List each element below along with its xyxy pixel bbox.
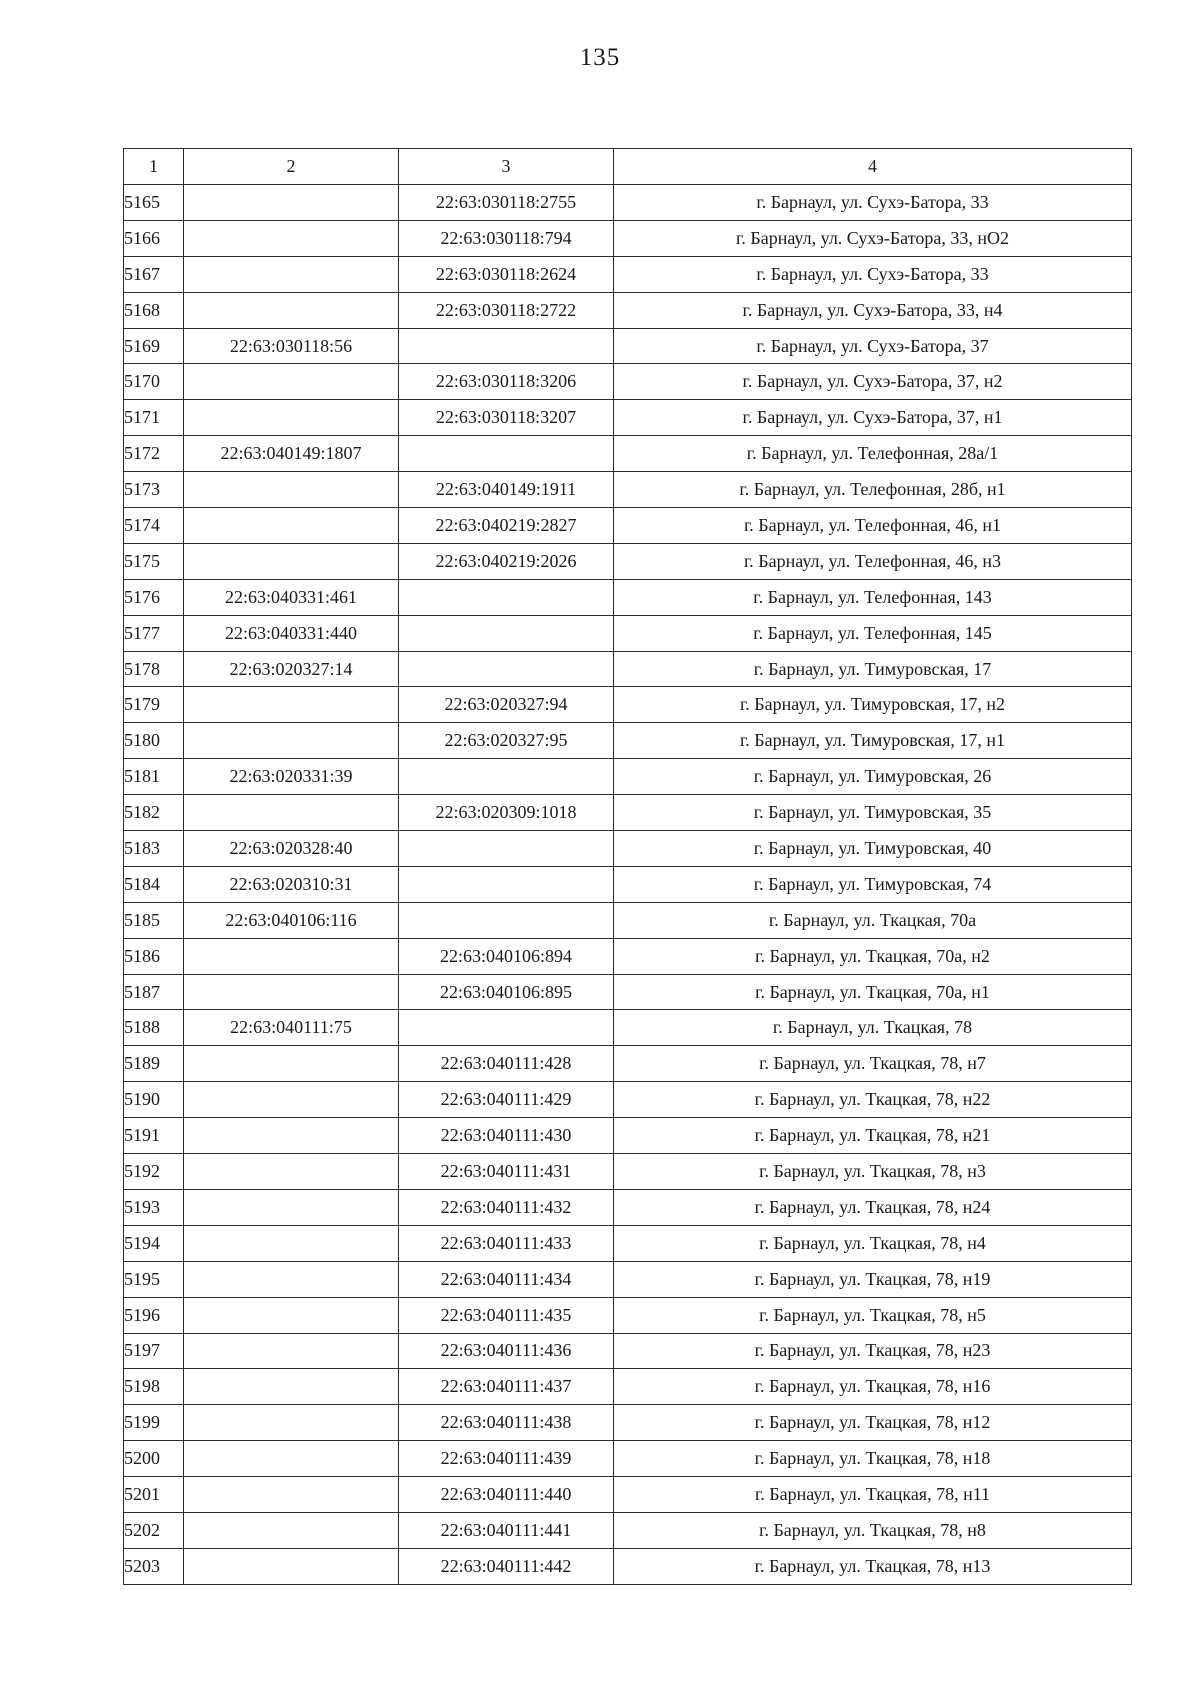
land-cadastral-number-cell: 22:63:040149:1807 [184,436,399,472]
row-number-cell: 5201 [124,1477,184,1513]
address-cell: г. Барнаул, ул. Ткацкая, 78 [614,1010,1132,1046]
land-cadastral-number-cell [184,1154,399,1190]
object-cadastral-number-cell: 22:63:020309:1018 [399,795,614,831]
land-cadastral-number-cell [184,1369,399,1405]
address-cell: г. Барнаул, ул. Ткацкая, 78, н22 [614,1082,1132,1118]
land-cadastral-number-cell [184,1189,399,1225]
row-number-cell: 5176 [124,579,184,615]
land-cadastral-number-cell: 22:63:020310:31 [184,866,399,902]
land-cadastral-number-cell: 22:63:020331:39 [184,759,399,795]
land-cadastral-number-cell: 22:63:030118:56 [184,328,399,364]
land-cadastral-number-cell [184,400,399,436]
address-cell: г. Барнаул, ул. Ткацкая, 78, н16 [614,1369,1132,1405]
address-cell: г. Барнаул, ул. Ткацкая, 78, н21 [614,1118,1132,1154]
object-cadastral-number-cell: 22:63:040106:895 [399,974,614,1010]
land-cadastral-number-cell [184,795,399,831]
row-number-cell: 5183 [124,831,184,867]
table-row [124,902,1132,938]
address-cell: г. Барнаул, ул. Ткацкая, 78, н24 [614,1189,1132,1225]
table-row [124,1189,1132,1225]
address-cell: г. Барнаул, ул. Ткацкая, 78, н7 [614,1046,1132,1082]
column-header-3: 3 [399,149,614,185]
row-number-cell: 5172 [124,436,184,472]
table-row [124,185,1132,221]
table-row [124,974,1132,1010]
address-cell: г. Барнаул, ул. Тимуровская, 17 [614,651,1132,687]
object-cadastral-number-cell [399,436,614,472]
table-row [124,1154,1132,1190]
row-number-cell: 5202 [124,1512,184,1548]
address-cell: г. Барнаул, ул. Ткацкая, 78, н19 [614,1261,1132,1297]
row-number-cell: 5187 [124,974,184,1010]
address-cell: г. Барнаул, ул. Телефонная, 46, н1 [614,508,1132,544]
object-cadastral-number-cell: 22:63:040149:1911 [399,472,614,508]
land-cadastral-number-cell: 22:63:040106:116 [184,902,399,938]
row-number-cell: 5200 [124,1441,184,1477]
object-cadastral-number-cell: 22:63:040111:441 [399,1512,614,1548]
table-row [124,831,1132,867]
address-cell: г. Барнаул, ул. Тимуровская, 40 [614,831,1132,867]
address-cell: г. Барнаул, ул. Ткацкая, 70а, н1 [614,974,1132,1010]
table-row [124,1369,1132,1405]
address-cell: г. Барнаул, ул. Телефонная, 46, н3 [614,543,1132,579]
table-row [124,1441,1132,1477]
object-cadastral-number-cell: 22:63:030118:3207 [399,400,614,436]
row-number-cell: 5169 [124,328,184,364]
address-cell: г. Барнаул, ул. Тимуровская, 17, н2 [614,687,1132,723]
land-cadastral-number-cell [184,364,399,400]
table-row [124,436,1132,472]
address-cell: г. Барнаул, ул. Ткацкая, 78, н12 [614,1405,1132,1441]
row-number-cell: 5180 [124,723,184,759]
object-cadastral-number-cell: 22:63:040111:442 [399,1548,614,1584]
table-row [124,1512,1132,1548]
row-number-cell: 5175 [124,543,184,579]
table-row [124,1477,1132,1513]
land-cadastral-number-cell [184,1225,399,1261]
land-cadastral-number-cell [184,1333,399,1369]
table-row [124,1261,1132,1297]
object-cadastral-number-cell: 22:63:040111:429 [399,1082,614,1118]
address-cell: г. Барнаул, ул. Телефонная, 145 [614,615,1132,651]
row-number-cell: 5195 [124,1261,184,1297]
table-row [124,687,1132,723]
object-cadastral-number-cell [399,866,614,902]
land-cadastral-number-cell [184,1046,399,1082]
object-cadastral-number-cell: 22:63:030118:3206 [399,364,614,400]
land-cadastral-number-cell: 22:63:040331:440 [184,615,399,651]
row-number-cell: 5197 [124,1333,184,1369]
row-number-cell: 5184 [124,866,184,902]
object-cadastral-number-cell: 22:63:040111:437 [399,1369,614,1405]
object-cadastral-number-cell: 22:63:040111:430 [399,1118,614,1154]
row-number-cell: 5194 [124,1225,184,1261]
column-header-2: 2 [184,149,399,185]
row-number-cell: 5186 [124,938,184,974]
land-cadastral-number-cell [184,974,399,1010]
land-cadastral-number-cell [184,1441,399,1477]
row-number-cell: 5165 [124,185,184,221]
address-cell: г. Барнаул, ул. Ткацкая, 78, н5 [614,1297,1132,1333]
object-cadastral-number-cell: 22:63:040219:2026 [399,543,614,579]
address-cell: г. Барнаул, ул. Сухэ-Батора, 37, н1 [614,400,1132,436]
table-row [124,256,1132,292]
land-cadastral-number-cell [184,1405,399,1441]
address-cell: г. Барнаул, ул. Тимуровская, 35 [614,795,1132,831]
address-cell: г. Барнаул, ул. Ткацкая, 78, н11 [614,1477,1132,1513]
address-cell: г. Барнаул, ул. Сухэ-Батора, 33, н4 [614,292,1132,328]
row-number-cell: 5167 [124,256,184,292]
table-row [124,1046,1132,1082]
row-number-cell: 5178 [124,651,184,687]
table-row [124,795,1132,831]
row-number-cell: 5177 [124,615,184,651]
table-row [124,1333,1132,1369]
table-row [124,1548,1132,1584]
table-row [124,1118,1132,1154]
address-cell: г. Барнаул, ул. Ткацкая, 78, н18 [614,1441,1132,1477]
page-number: 135 [579,44,621,71]
table-row [124,1010,1132,1046]
table-row [124,1225,1132,1261]
table-row [124,1082,1132,1118]
land-cadastral-number-cell [184,1548,399,1584]
table-row [124,543,1132,579]
table-row [124,1297,1132,1333]
row-number-cell: 5198 [124,1369,184,1405]
address-cell: г. Барнаул, ул. Ткацкая, 70а, н2 [614,938,1132,974]
object-cadastral-number-cell: 22:63:040111:434 [399,1261,614,1297]
object-cadastral-number-cell: 22:63:020327:95 [399,723,614,759]
address-cell: г. Барнаул, ул. Ткацкая, 78, н13 [614,1548,1132,1584]
land-cadastral-number-cell [184,723,399,759]
object-cadastral-number-cell: 22:63:040111:432 [399,1189,614,1225]
row-number-cell: 5193 [124,1189,184,1225]
object-cadastral-number-cell: 22:63:040219:2827 [399,508,614,544]
row-number-cell: 5192 [124,1154,184,1190]
object-cadastral-number-cell [399,831,614,867]
address-cell: г. Барнаул, ул. Ткацкая, 78, н23 [614,1333,1132,1369]
address-cell: г. Барнаул, ул. Тимуровская, 17, н1 [614,723,1132,759]
column-header-1: 1 [124,149,184,185]
land-cadastral-number-cell: 22:63:040111:75 [184,1010,399,1046]
table-row [124,651,1132,687]
row-number-cell: 5174 [124,508,184,544]
land-cadastral-number-cell [184,185,399,221]
land-cadastral-number-cell: 22:63:020327:14 [184,651,399,687]
object-cadastral-number-cell [399,328,614,364]
table-row [124,866,1132,902]
table-row [124,292,1132,328]
object-cadastral-number-cell: 22:63:040111:440 [399,1477,614,1513]
table-row [124,400,1132,436]
object-cadastral-number-cell: 22:63:040111:439 [399,1441,614,1477]
header-row [124,149,1132,185]
object-cadastral-number-cell: 22:63:040111:433 [399,1225,614,1261]
row-number-cell: 5182 [124,795,184,831]
table-row [124,220,1132,256]
row-number-cell: 5170 [124,364,184,400]
table-row [124,1405,1132,1441]
object-cadastral-number-cell [399,651,614,687]
row-number-cell: 5203 [124,1548,184,1584]
table-row [124,759,1132,795]
object-cadastral-number-cell: 22:63:030118:2624 [399,256,614,292]
object-cadastral-number-cell: 22:63:040111:431 [399,1154,614,1190]
object-cadastral-number-cell: 22:63:030118:2755 [399,185,614,221]
address-cell: г. Барнаул, ул. Сухэ-Батора, 33 [614,185,1132,221]
address-cell: г. Барнаул, ул. Ткацкая, 78, н4 [614,1225,1132,1261]
row-number-cell: 5190 [124,1082,184,1118]
land-cadastral-number-cell: 22:63:020328:40 [184,831,399,867]
row-number-cell: 5185 [124,902,184,938]
land-cadastral-number-cell [184,472,399,508]
address-cell: г. Барнаул, ул. Телефонная, 28б, н1 [614,472,1132,508]
land-cadastral-number-cell [184,508,399,544]
land-cadastral-number-cell [184,1261,399,1297]
object-cadastral-number-cell: 22:63:040111:435 [399,1297,614,1333]
object-cadastral-number-cell: 22:63:040111:438 [399,1405,614,1441]
object-cadastral-number-cell: 22:63:030118:794 [399,220,614,256]
object-cadastral-number-cell: 22:63:030118:2722 [399,292,614,328]
registry-table [123,148,1132,1585]
object-cadastral-number-cell [399,902,614,938]
address-cell: г. Барнаул, ул. Сухэ-Батора, 33 [614,256,1132,292]
land-cadastral-number-cell [184,1118,399,1154]
table-row [124,938,1132,974]
table-row [124,723,1132,759]
land-cadastral-number-cell [184,1477,399,1513]
land-cadastral-number-cell [184,1082,399,1118]
table-row [124,328,1132,364]
address-cell: г. Барнаул, ул. Ткацкая, 78, н3 [614,1154,1132,1190]
table-row [124,364,1132,400]
address-cell: г. Барнаул, ул. Телефонная, 143 [614,579,1132,615]
table-row [124,472,1132,508]
object-cadastral-number-cell [399,759,614,795]
row-number-cell: 5173 [124,472,184,508]
table-row [124,615,1132,651]
column-header-4: 4 [614,149,1132,185]
row-number-cell: 5171 [124,400,184,436]
object-cadastral-number-cell [399,1010,614,1046]
land-cadastral-number-cell [184,687,399,723]
row-number-cell: 5189 [124,1046,184,1082]
land-cadastral-number-cell [184,220,399,256]
row-number-cell: 5191 [124,1118,184,1154]
row-number-cell: 5199 [124,1405,184,1441]
land-cadastral-number-cell [184,1512,399,1548]
address-cell: г. Барнаул, ул. Тимуровская, 74 [614,866,1132,902]
address-cell: г. Барнаул, ул. Сухэ-Батора, 37 [614,328,1132,364]
address-cell: г. Барнаул, ул. Тимуровская, 26 [614,759,1132,795]
land-cadastral-number-cell [184,543,399,579]
land-cadastral-number-cell [184,292,399,328]
table-row [124,508,1132,544]
row-number-cell: 5196 [124,1297,184,1333]
row-number-cell: 5188 [124,1010,184,1046]
table-row [124,579,1132,615]
address-cell: г. Барнаул, ул. Ткацкая, 78, н8 [614,1512,1132,1548]
object-cadastral-number-cell: 22:63:040106:894 [399,938,614,974]
object-cadastral-number-cell: 22:63:040111:436 [399,1333,614,1369]
object-cadastral-number-cell [399,615,614,651]
land-cadastral-number-cell: 22:63:040331:461 [184,579,399,615]
address-cell: г. Барнаул, ул. Сухэ-Батора, 33, нО2 [614,220,1132,256]
object-cadastral-number-cell: 22:63:020327:94 [399,687,614,723]
land-cadastral-number-cell [184,1297,399,1333]
row-number-cell: 5166 [124,220,184,256]
address-cell: г. Барнаул, ул. Телефонная, 28а/1 [614,436,1132,472]
land-cadastral-number-cell [184,256,399,292]
object-cadastral-number-cell: 22:63:040111:428 [399,1046,614,1082]
row-number-cell: 5168 [124,292,184,328]
object-cadastral-number-cell [399,579,614,615]
address-cell: г. Барнаул, ул. Сухэ-Батора, 37, н2 [614,364,1132,400]
address-cell: г. Барнаул, ул. Ткацкая, 70а [614,902,1132,938]
row-number-cell: 5179 [124,687,184,723]
land-cadastral-number-cell [184,938,399,974]
row-number-cell: 5181 [124,759,184,795]
